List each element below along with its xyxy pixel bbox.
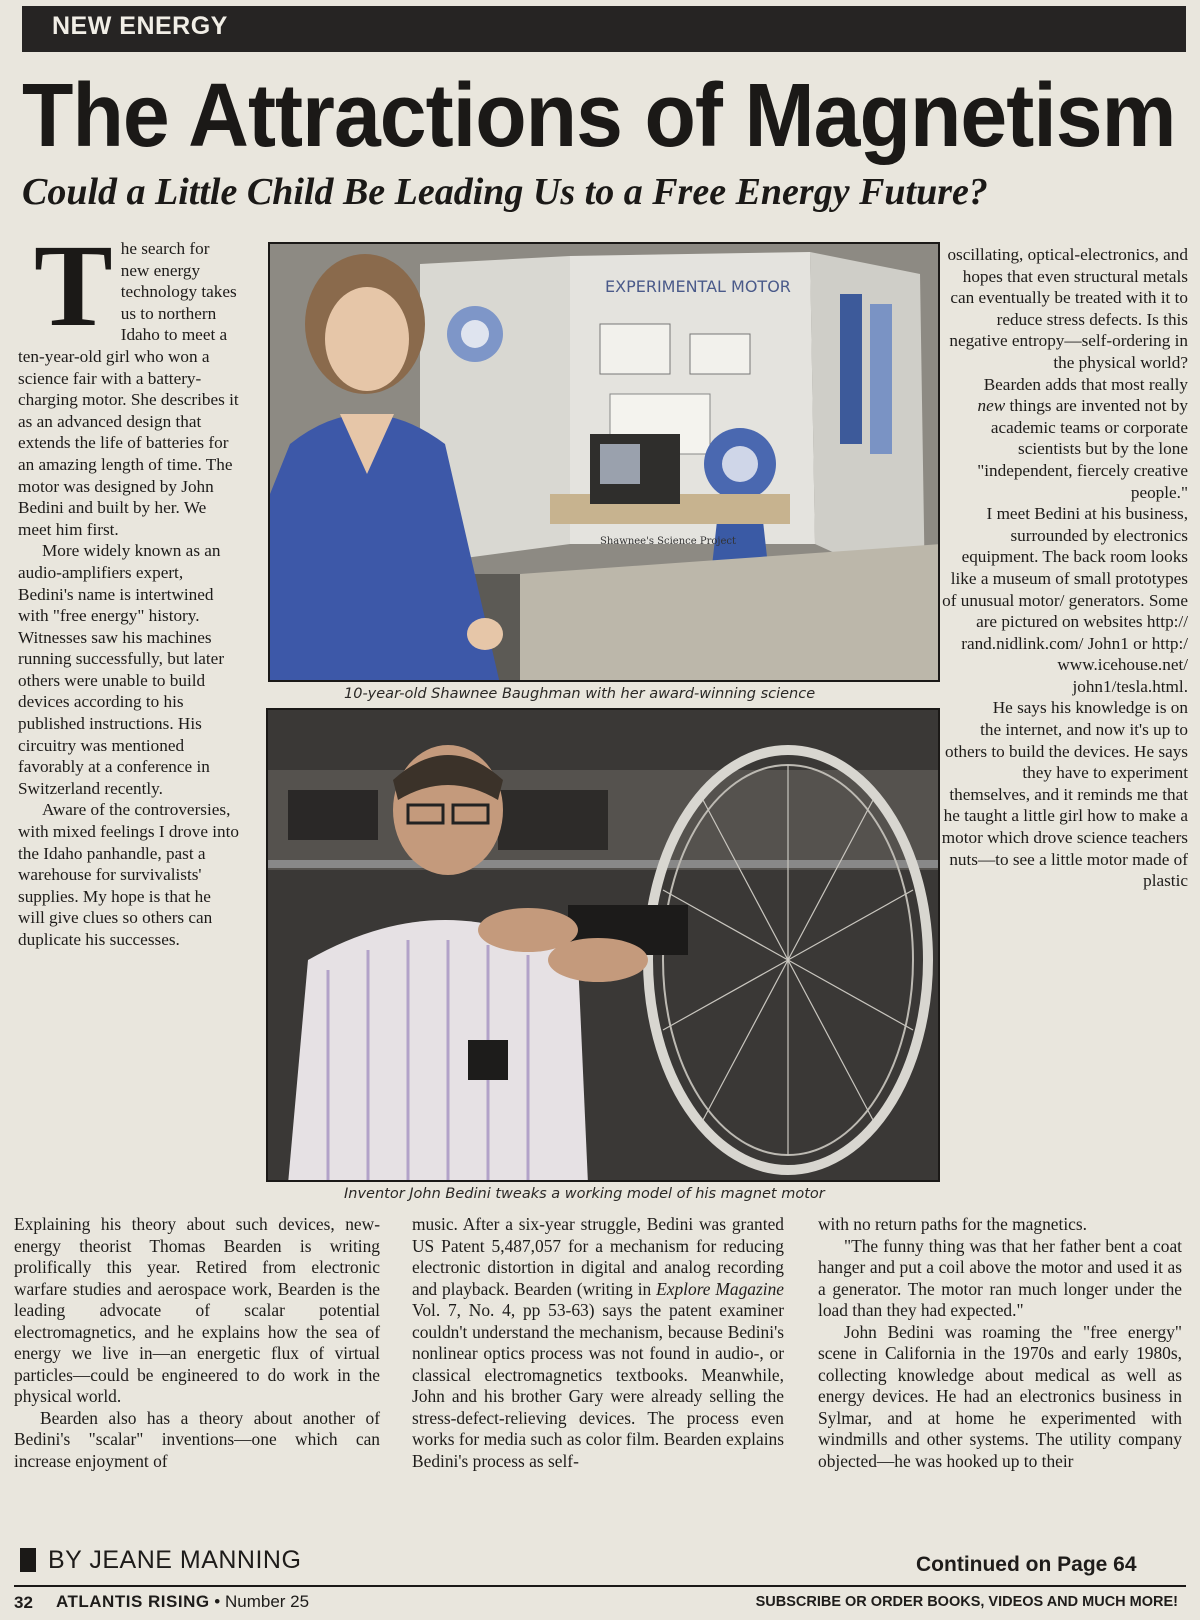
continued-note: Continued on Page 64 xyxy=(916,1553,1137,1576)
bottom-column-3 xyxy=(818,1214,1182,1472)
article-headline: The Attractions of Magnetism xyxy=(22,66,1176,166)
photo-inventor-illustration xyxy=(268,710,940,1182)
body-paragraph: He says his knowledge is on the internet, and now it's up to others to build the devices. He says they have to experiment themselves, and it reminds me that he taught a little girl how to make a motor which drove science teachers nuts—to see a little motor made of plastic xyxy=(941,698,1188,891)
drop-cap: T xyxy=(34,220,113,351)
page-number: 32 xyxy=(14,1593,33,1612)
body-paragraph: Bearden adds that most really new things are invented not by academic teams or corporate scientists but by the lone "independent, fiercely creative people." xyxy=(977,374,1188,502)
body-paragraph: More widely known as an audio-amplifiers expert, Bedini's name is intertwined with "free energy" history. Witnesses saw his machines running successfully, but later others were unable to build devices according to his published instructions. His circuitry was mentioned favorably at a conference in Switzerland recently. xyxy=(18,541,225,798)
photo-girl-illustration xyxy=(270,244,940,682)
section-label: NEW ENERGY xyxy=(52,12,228,40)
body-paragraph: Explaining his theory about such devices, new-energy theorist Thomas Bearden is writing prolifically this year. Retired from electronic warfare studies and aerospace work, Bearden is the leading advocate of scalar potential electromagnetics, and he explains how the sea of energy we live in—an energetic flux of virtual particles—could be engineered to do work in the physical world. xyxy=(14,1214,380,1406)
body-paragraph: with no return paths for the magnetics. xyxy=(818,1214,1088,1234)
magazine-name: ATLANTIS RISING • Number 25 xyxy=(56,1592,310,1611)
photo-caption-girl: 10-year-old Shawnee Baughman with her award-winning science xyxy=(344,686,816,702)
photo-caption-inventor: Inventor John Bedini tweaks a working model of his magnet motor xyxy=(344,1186,825,1202)
byline: BY JEANE MANNING xyxy=(48,1546,302,1574)
body-paragraph: "The funny thing was that her father bent a coat hanger and put a coil above the motor and used it as a generator. The motor ran much longer under the load than they had expected." xyxy=(818,1235,1182,1320)
body-paragraph: I meet Bedini at his business, surrounded by electronics equipment. The back room looks like a museum of small prototypes of unusual motor/ generators. Some are pictured on websites http:// rand.nidlink.com/ John1 or http:/ www.icehouse.net/ john1/tesla.html. xyxy=(942,504,1188,696)
bottom-column-1 xyxy=(14,1214,380,1472)
left-column xyxy=(18,220,240,951)
right-column xyxy=(940,244,1188,892)
project-sign: Shawnee's Science Project xyxy=(600,536,737,547)
body-paragraph: music. After a six-year struggle, Bedini was granted US Patent 5,487,057 for a mechanism for reducing electronic distortion in digital and analog recording and playback. Bearden (writing in Explore Magazine Vol. 7, No. 4, pp 53-63) says the patent examiner couldn't understand the mechanism, because Bedini's nonlinear optics process was not found in audio-, or classical electromagnetics textbooks. Meanwhile, John and his brother Gary were already selling the stress-defect-relieving devices. The process even works for media such as color film. Bearden explains Bedini's process as self- xyxy=(412,1214,784,1471)
body-paragraph: Aware of the controversies, with mixed feelings I drove into the Idaho panhandle, past a warehouse for survivalists' supplies. My hope is that he will give clues so others can duplicate his successes. xyxy=(18,800,240,949)
bottom-column-2 xyxy=(412,1214,784,1472)
body-paragraph: oscillating, optical-electronics, and hopes that even structural metals can eventually be treated with it to reduce stress defects. Is this negative entropy—self-ordering in the physical world? xyxy=(947,245,1188,372)
byline-marker xyxy=(20,1548,36,1572)
emphasis-word: new xyxy=(977,396,1006,416)
subscribe-banner: SUBSCRIBE OR ORDER BOOKS, VIDEOS AND MUCH MORE! xyxy=(755,1594,1178,1610)
magazine-title: Explore Magazine xyxy=(656,1278,784,1299)
photo-bedini-motor xyxy=(266,708,940,1182)
photo-girl-science-fair xyxy=(268,242,940,682)
footer-divider xyxy=(14,1585,1186,1587)
body-paragraph: John Bedini was roaming the "free energy" scene in California in the 1970s and early 1980s, collecting knowledge about medical as well as energy devices. He had an electronics business in Sylmar, and at home he experimented with windmills and other systems. The utility company objected—he was hooked up to their xyxy=(818,1321,1182,1471)
poster-title: EXPERIMENTAL MOTOR xyxy=(605,277,791,296)
body-paragraph: Bearden also has a theory about another of Bedini's "scalar" inventions—one which can increase enjoyment of xyxy=(14,1407,380,1471)
article-subheadline: Could a Little Child Be Leading Us to a Free Energy Future? xyxy=(22,171,988,213)
opening-paragraph: The search for new energy technology takes us to northern Idaho to meet a ten-year-old girl who won a science fair with a battery-charging motor. She describes it as an advanced design that extends the life of batteries for an amazing length of time. The motor was designed by John Bedini and built by her. We meet him first. xyxy=(18,220,239,539)
